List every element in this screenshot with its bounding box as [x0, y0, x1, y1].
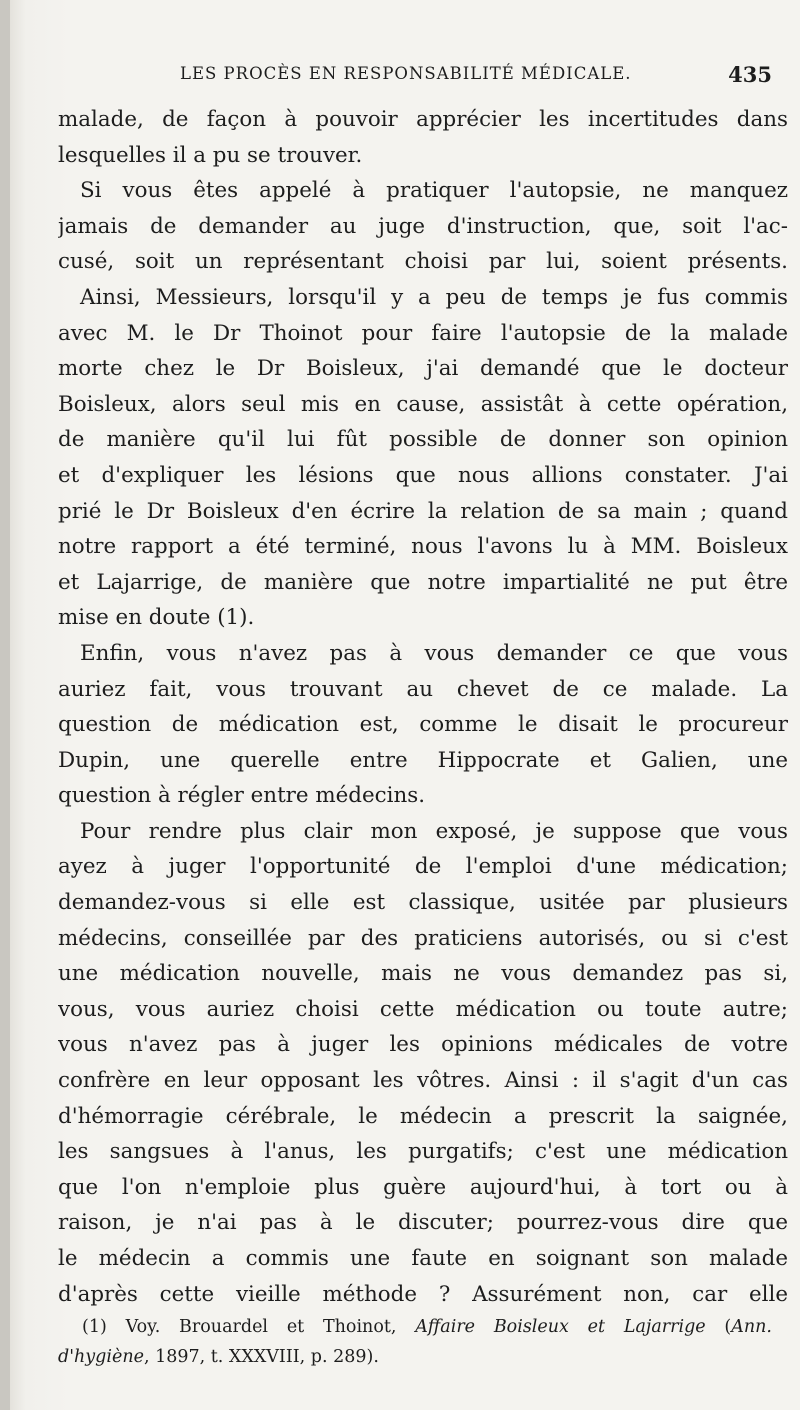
- text-line: jamais de demander au juge d'instruction, que, soit l'ac-: [58, 213, 788, 239]
- text-line: une médication nouvelle, mais ne vous demandez pas si,: [58, 961, 788, 987]
- footnote: [58, 1312, 772, 1372]
- footnote-reference: , 1897, t. XXXVIII, p. 289).: [143, 1347, 379, 1367]
- footnote-line: [58, 1342, 772, 1372]
- text-line: les sangsues à l'anus, les purgatifs; c'est une médication: [58, 1139, 788, 1165]
- text-line: vous, vous auriez choisi cette médication ou toute autre;: [58, 996, 788, 1022]
- text-line: Si vous êtes appelé à pratiquer l'autopsie, ne manquez: [80, 178, 788, 204]
- text-line: demandez-vous si elle est classique, usitée par plusieurs: [58, 890, 788, 916]
- footnote-journal: Ann.: [731, 1317, 772, 1337]
- text-line: prié le Dr Boisleux d'en écrire la relation de sa main ; quand: [58, 498, 788, 524]
- text-line: vous n'avez pas à juger les opinions médicales de votre: [58, 1032, 788, 1058]
- footnote-paren: (: [705, 1317, 732, 1337]
- body-text: [58, 102, 788, 1312]
- text-line: que l'on n'emploie plus guère aujourd'hui, à tort ou à: [58, 1174, 788, 1200]
- text-line: raison, je n'ai pas à le discuter; pourrez-vous dire que: [58, 1210, 788, 1236]
- text-line: ayez à juger l'opportunité de l'emploi d'une médication;: [58, 854, 788, 880]
- footnote-marker: (1) Voy. Brouardel et Thoinot,: [82, 1317, 416, 1337]
- running-head: LES PROCÈS EN RESPONSABILITÉ MÉDICALE.: [180, 64, 632, 83]
- text-line: Pour rendre plus clair mon exposé, je suppose que vous: [80, 818, 788, 844]
- text-line: confrère en leur opposant les vôtres. Ainsi : il s'agit d'un cas: [58, 1068, 788, 1094]
- text-line: d'hémorragie cérébrale, le médecin a prescrit la saignée,: [58, 1103, 788, 1129]
- text-line: d'après cette vieille méthode ? Assurément non, car elle: [58, 1281, 788, 1307]
- footnote-journal-cont: d'hygiène: [58, 1347, 144, 1367]
- text-line: notre rapport a été terminé, nous l'avons lu à MM. Boisleux: [58, 534, 788, 560]
- text-line: et d'expliquer les lésions que nous allions constater. J'ai: [58, 462, 788, 488]
- text-line: le médecin a commis une faute en soignant son malade: [58, 1246, 788, 1271]
- footnote-line: [58, 1312, 772, 1342]
- footnote-title: Affaire Boisleux et Lajarrige: [415, 1317, 706, 1337]
- page-number: 435: [728, 62, 772, 87]
- text-line: question de médication est, comme le disait le procureur: [58, 712, 788, 738]
- text-line: Boisleux, alors seul mis en cause, assistât à cette opération,: [58, 391, 788, 417]
- text-line: de manière qu'il lui fût possible de donner son opinion: [58, 427, 788, 453]
- page-header: [58, 62, 780, 92]
- text-line: lesquelles il a pu se trouver.: [58, 142, 363, 168]
- text-line: auriez fait, vous trouvant au chevet de ce malade. La: [58, 676, 788, 702]
- text-line: question à régler entre médecins.: [58, 783, 426, 809]
- text-line: et Lajarrige, de manière que notre impartialité ne put être: [58, 569, 788, 595]
- text-line: Enfin, vous n'avez pas à vous demander ce que vous: [80, 640, 788, 666]
- text-line: cusé, soit un représentant choisi par lui, soient présents.: [58, 249, 788, 275]
- text-line: malade, de façon à pouvoir apprécier les incertitudes dans: [58, 107, 788, 132]
- text-line: mise en doute (1).: [58, 605, 255, 631]
- text-line: Ainsi, Messieurs, lorsqu'il y a peu de temps je fus commis: [80, 284, 788, 310]
- text-line: médecins, conseillée par des praticiens autorisés, ou si c'est: [58, 925, 788, 951]
- text-line: morte chez le Dr Boisleux, j'ai demandé que le docteur: [58, 356, 788, 382]
- text-line: avec M. le Dr Thoinot pour faire l'autopsie de la malade: [58, 320, 788, 346]
- text-line: Dupin, une querelle entre Hippocrate et Galien, une: [58, 747, 788, 773]
